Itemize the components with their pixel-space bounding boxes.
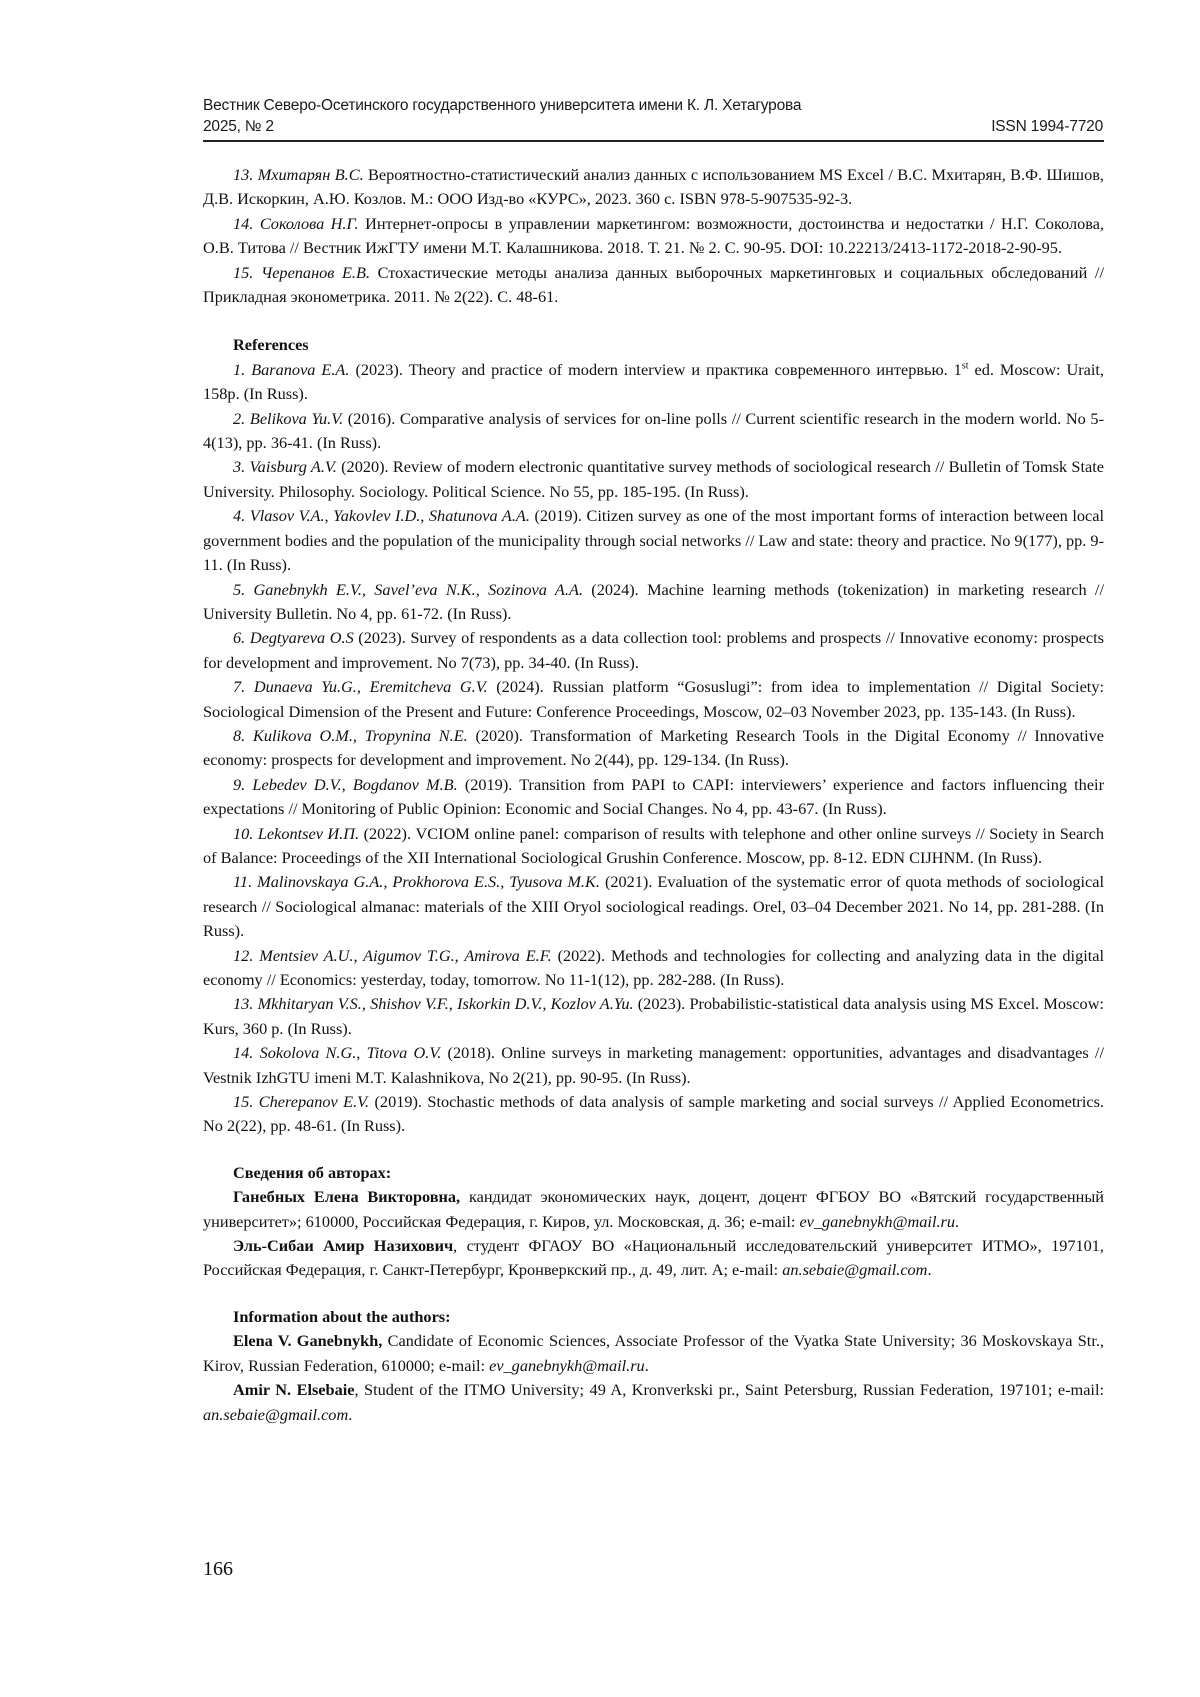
reference-item [203,358,1104,407]
references-heading: References [233,335,309,355]
authors-en-heading: Information about the authors: [233,1306,451,1326]
ref-text: (2024). Russian platform “Gosuslugi”: from idea to implementation // Digital Society: Sociological Dimension of the Present and Future: Conference Proceedings, Moscow, 02–03 November 2023, pp. 135-143. (In Russ). [203,677,1104,721]
ref-number: 4. [233,506,246,526]
ref-text: (2020). Review of modern electronic quantitative survey methods of sociological research // Bulletin of Tomsk State University. Philosophy. Sociology. Political Science. No 55, pp. 185-195. (In Russ). [203,457,1104,501]
ref-authors: Degtyareva O.S [249,628,354,648]
reference-item [203,724,1104,773]
author-name: Amir N. Elsebaie [233,1380,355,1400]
ref-number: 14. [233,1043,254,1063]
author-entry [203,1234,1104,1283]
ref-text: Стохастические методы анализа данных выборочных маркетинговых и социальных обследований // Прикладная эконометрика. 2011. № 2(22). С. 48-61. [203,262,1104,307]
ref-authors: Lebedev D.V., Bogdanov M.B. [252,774,458,794]
author-entry [203,1185,1104,1234]
reference-item [203,1041,1104,1090]
ref-text: (2021). Evaluation of the systematic error of quota methods of sociological research // Sociological almanac: materials of the XIII Oryol sociological readings. Orel, 03–04 December 2021. No 14, pp. 281-288. (In Russ). [203,872,1104,941]
ref-authors: Malinovskaya G.A., Prokhorova E.S., Tyusova M.K. [257,872,600,892]
author-name: Эль-Сибаи Амир Назихович [233,1236,454,1256]
reference-item [203,504,1104,577]
ref-number: 13. [233,165,254,184]
reference-item [203,675,1104,724]
author-email: ev_ganebnykh@mail.ru [799,1211,956,1231]
ref-text: Вероятностно-статистический анализ данных с использованием MS Excel / В.С. Мхитарян, В.Ф. Шишов, Д.В. Искоркин, А.Ю. Козлов. М.: ООО Изд-во «КУРС», 2023. 360 с. ISBN 978-5-907535-92-3. [203,165,1104,209]
reference-item [203,944,1104,993]
ref-text: (2018). Online surveys in marketing management: opportunities, advantages and disadvantages // Vestnik IzhGTU imeni M.T. Kalashnikova, No 2(21), pp. 90-95. (In Russ). [203,1043,1104,1087]
page-number: 166 [203,1558,233,1580]
ref-authors: Мхитарян В.С. [257,165,364,184]
header-rule [203,140,1104,142]
ref-text: (2023). Theory and practice of modern interview и практика современного интервью. 1 [349,359,962,379]
ref-text: (2020). Transformation of Marketing Research Tools in the Digital Economy // Innovative economy: prospects for development and improvement. No 2(44), pp. 129-134. (In Russ). [203,725,1104,770]
ref-authors: Mentsiev A.U., Aigumov T.G., Amirova E.F. [259,945,552,965]
ref-authors: Cherepanov E.V. [258,1092,370,1112]
issn: ISSN 1994-7720 [991,118,1103,135]
reference-item [203,773,1104,822]
reference-item [203,870,1104,943]
author-details: , студент ФГАОУ ВО «Национальный исследовательский университет ИТМО», 197101, Российская Федерация, г. Санкт-Петербург, Кронверкский пр., д. 49, лит. А; e-mail: [203,1236,1104,1280]
ref-number: 3. [233,457,246,477]
ref-number: 6. [233,628,246,648]
author-name: Elena V. Ganebnykh, [233,1331,383,1351]
entry-end: . [927,1260,932,1280]
reference-item [203,455,1104,504]
reference-item [203,212,1104,261]
ref-number: 2. [233,408,246,428]
author-email: ev_ganebnykh@mail.ru [489,1355,645,1375]
ref-number: 7. [233,677,246,697]
russian-references [203,163,1104,309]
ref-authors: Lekontsev И.П. [257,823,360,843]
ref-number: 11. [233,872,253,892]
ref-number: 5. [233,579,246,599]
reference-item [203,578,1104,627]
ref-authors: Belikova Yu.V. [249,408,344,428]
author-details: , Student of the ITMO University; 49 A, Kronverkski pr., Saint Petersburg, Russian Federation, 197101; e-mail: [354,1380,1104,1400]
author-entry [203,1378,1104,1427]
reference-item [203,822,1104,871]
author-email: an.sebaie@gmail.com [782,1260,928,1280]
ref-authors: Mkhitaryan V.S., Shishov V.F., Iskorkin D.V., Kozlov A.Yu. [257,994,634,1014]
ref-text: (2019). Citizen survey as one of the most important forms of interaction between local government bodies and the population of the municipality through social networks // Law and state: theory and practice. No 9(177), pp. 9-11. (In Russ). [203,506,1104,575]
ref-superscript: st [961,360,969,372]
ref-text: (2022). Methods and technologies for collecting and analyzing data in the digital economy // Economics: yesterday, today, tomorrow. No 11-1(12), pp. 282-288. (In Russ). [203,945,1105,989]
author-details: кандидат экономических наук, доцент, доцент ФГБОУ ВО «Вятский государственный университет»; 610000, Российская Федерация, г. Киров, ул. Московская, д. 36; e-mail: [203,1187,1104,1231]
reference-item [203,992,1104,1041]
ref-text-continued: ed. Moscow: Urait, 158p. (In Russ). [203,359,1105,404]
ref-text: (2019). Transition from PAPI to CAPI: interviewers’ experience and factors influencing their expectations // Monitoring of Public Opinion: Economic and Social Changes. No 4, pp. 43-67. (In Russ). [203,774,1104,819]
ref-number: 8. [233,725,246,745]
reference-item [203,626,1104,675]
authors-en [203,1329,1104,1427]
ref-text: (2022). VCIOM online panel: comparison of results with telephone and other online surveys // Society in Search of Balance: Proceedings of the XII International Sociological Grushin Conference. Moscow, pp. 8-12. EDN CIJHNM. (In Russ). [203,823,1104,867]
english-references [203,358,1104,1139]
ref-authors: Kulikova O.M., Tropynina N.E. [252,725,468,745]
author-details: Candidate of Economic Sciences, Associate Professor of the Vyatka State University; 36 Moskovskaya Str., Kirov, Russian Federation, 610000; e-mail: [203,1331,1104,1375]
authors-ru-heading: Сведения об авторах: [233,1162,392,1182]
ref-authors: Dunaeva Yu.G., Eremitcheva G.V. [253,677,488,697]
ref-text: (2019). Stochastic methods of data analysis of sample marketing and social surveys // Applied Econometrics. No 2(22), pp. 48-61. (In Russ). [203,1092,1104,1136]
entry-end: . [348,1404,353,1424]
ref-text: (2023). Survey of respondents as a data collection tool: problems and prospects // Innovative economy: prospects for development and improvement. No 7(73), pp. 34-40. (In Russ). [203,628,1104,672]
ref-number: 9. [233,774,246,794]
author-name: Ганебных Елена Викторовна, [233,1187,461,1207]
ref-authors: Vaisburg A.V. [249,457,337,477]
article-body [203,163,1104,1427]
ref-text: Интернет-опросы в управлении маркетингом: возможности, достоинства и недостатки / Н.Г. Соколова, О.В. Титова // Вестник ИжГТУ имени М.Т. Калашникова. 2018. Т. 21. № 2. С. 90-95. DOI: 10.22213/2413-1172-2018-2-90-95. [203,213,1104,258]
reference-item [203,407,1104,456]
author-email: an.sebaie@gmail.com [203,1404,349,1424]
journal-title: Вестник Северо-Осетинского государственного университета имени К. Л. Хетагурова [203,97,802,114]
ref-text: (2024). Machine learning methods (tokenization) in marketing research // University Bulletin. No 4, pp. 61-72. (In Russ). [203,579,1104,623]
ref-text: (2023). Probabilistic-statistical data analysis using MS Excel. Moscow: Kurs, 360 p. (In Russ). [203,994,1104,1038]
ref-number: 12. [233,945,254,965]
ref-number: 13. [233,994,254,1014]
ref-number: 10. [233,823,254,843]
reference-item [203,261,1104,310]
ref-authors: Соколова Н.Г. [259,213,359,233]
running-header [203,95,1103,137]
authors-ru [203,1185,1104,1283]
ref-authors: Черепанов Е.В. [260,262,371,282]
entry-end: . [644,1355,649,1375]
issue-number: 2025, № 2 [203,118,274,135]
ref-text: (2016). Comparative analysis of services for on-line polls // Current scientific research in the modern world. No 5-4(13), pp. 36-41. (In Russ). [203,408,1104,453]
reference-item [203,163,1104,212]
ref-number: 15. [233,262,254,282]
entry-end: . [955,1211,960,1231]
ref-number: 14. [233,213,254,233]
ref-number: 15. [233,1092,254,1112]
reference-item [203,1090,1104,1139]
ref-authors: Baranova E.A. [251,359,350,379]
author-entry [203,1329,1104,1378]
ref-authors: Vlasov V.A., Yakovlev I.D., Shatunova A.A. [249,506,530,526]
ref-authors: Ganebnykh E.V., Savel’eva N.K., Sozinova A.A. [253,579,583,599]
ref-number: 1. [233,359,246,379]
ref-authors: Sokolova N.G., Titova O.V. [259,1043,442,1063]
